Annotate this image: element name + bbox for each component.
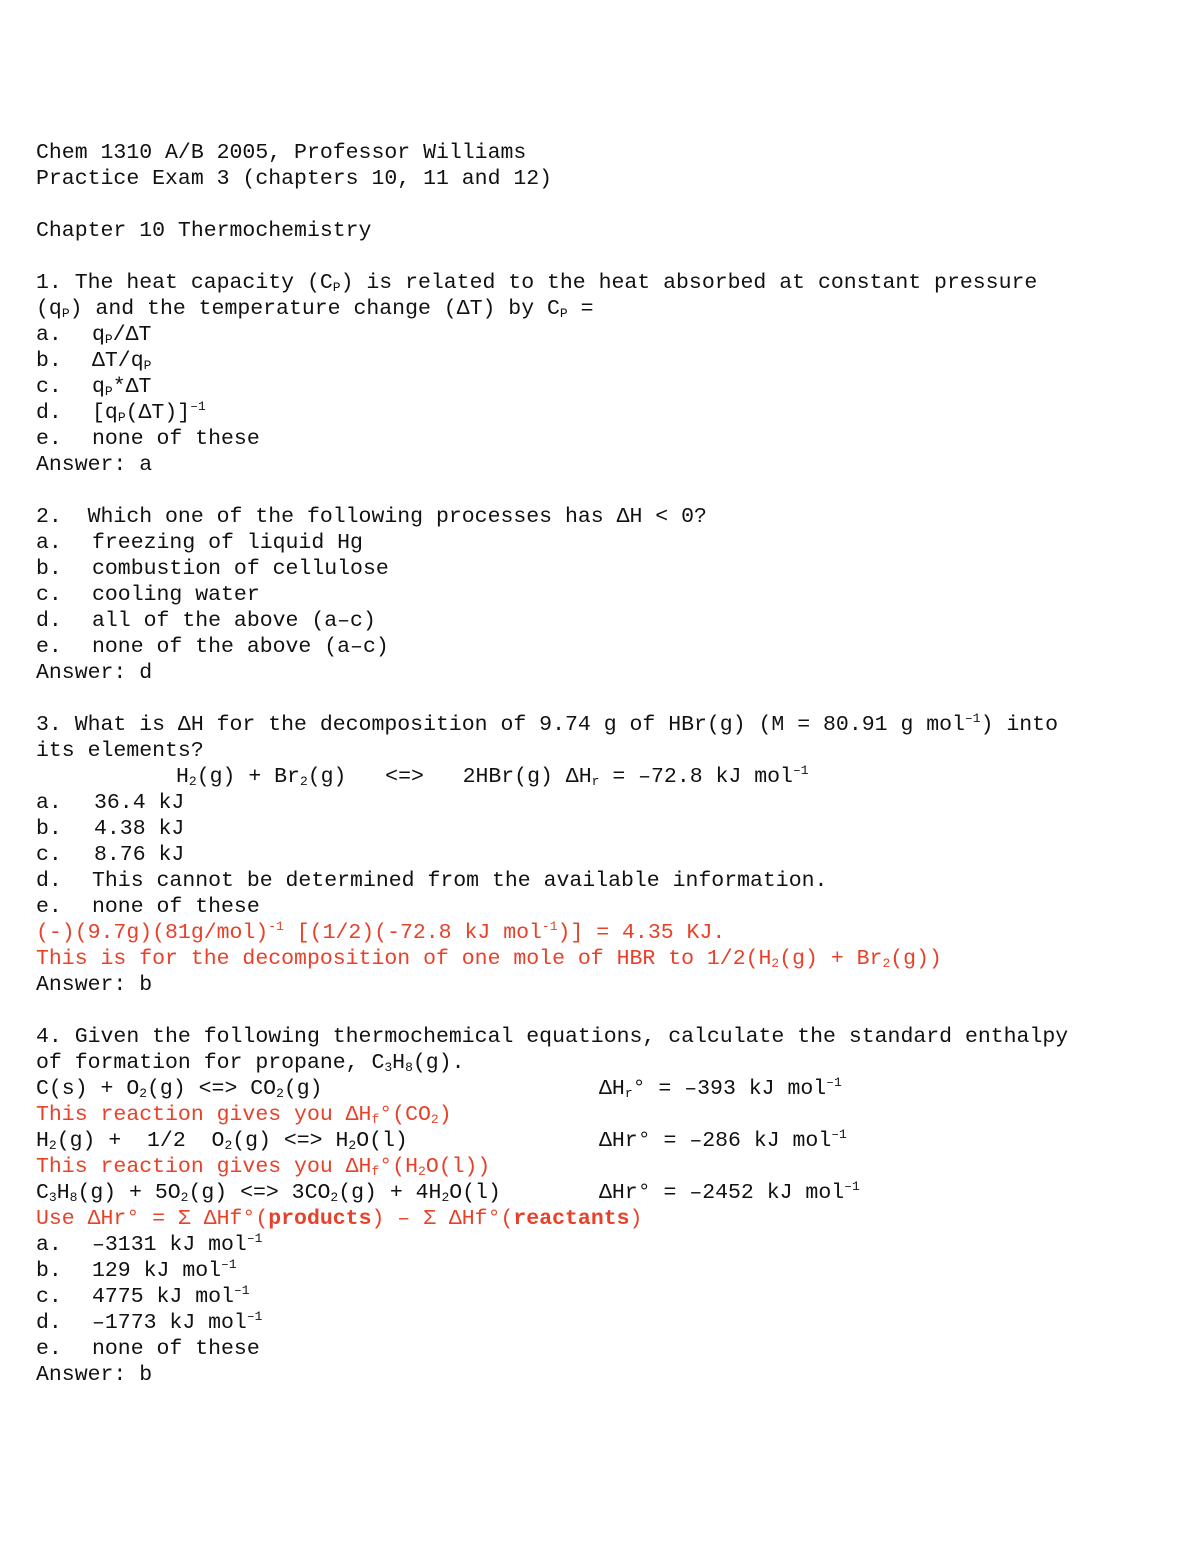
- question-3-option-d: d. This cannot be determined from the available information.: [36, 869, 828, 893]
- question-2: [36, 504, 1176, 686]
- question-3-stem-line-2: its elements?: [36, 739, 204, 763]
- question-3-option-a: a. 36.4 kJ: [36, 791, 185, 815]
- question-1-option-b: b. $\Delta T/q_P$: [36, 349, 152, 373]
- question-4-stem-line-2: of formation for propane, $C_3H_8(g)$.: [36, 1051, 465, 1075]
- question-1-option-e: e. none of these: [36, 427, 260, 451]
- question-4-option-e: e. none of these: [36, 1337, 260, 1361]
- question-1-option-a: a. $q_P/\Delta T$: [36, 323, 152, 347]
- question-4-stem-line-1: 4. Given the following thermochemical equations, calculate the standard enthalpy: [36, 1025, 1069, 1049]
- question-4-note-2: This reaction gives you $\Delta H_f^\circ(H_2O(l))$: [36, 1155, 491, 1179]
- question-4-note-1: This reaction gives you $\Delta H_f^\circ(CO_2)$: [36, 1103, 452, 1127]
- question-1-answer: Answer: a: [36, 453, 153, 477]
- question-4-option-b: b. 129 kJ mol$^{-1}$: [36, 1257, 237, 1283]
- question-4-answer: Answer: b: [36, 1363, 153, 1387]
- question-3-work-line-1: $(-)(9.7g)(81g/mol)^{-1}$ [(1/2)(-72.8 kJ mol$^{-1}$)] = 4.35 KJ.: [36, 919, 726, 945]
- question-2-stem: 2. Which one of the following processes has ΔH < 0?: [36, 505, 707, 529]
- question-4-option-d: d. –1773 kJ mol$^{-1}$: [36, 1309, 263, 1335]
- question-4: [36, 1024, 1176, 1388]
- question-4-equation-1: $C(s) + O_2(g)$ <=> $CO_2(g)$ $\Delta H_r^\circ = -393$ kJ mol$^{-1}$: [36, 1075, 842, 1101]
- question-3-option-c: c. 8.76 kJ: [36, 843, 185, 867]
- question-3-stem-line-1: 3. What is ΔH for the decomposition of 9.74 g of HBr(g) (M = 80.91 g mol$^{-1}$) into: [36, 711, 1058, 737]
- exam-title: Practice Exam 3 (chapters 10, 11 and 12): [36, 167, 553, 191]
- question-1-option-c: c. $q_P*\Delta T$: [36, 375, 152, 399]
- question-4-equation-2: $H_2(g) + 1/2$ $O_2(g)$ <=> $H_2O(l)$ ΔHr° = –286 kJ mol$^{-1}$: [36, 1127, 847, 1153]
- question-1-stem-line-1: 1. The heat capacity $(C_P)$ is related to the heat absorbed at constant pressure: [36, 271, 1038, 295]
- question-2-option-e: e. none of the above (a–c): [36, 635, 389, 659]
- question-3-work-line-2: This is for the decomposition of one mole of HBR to $1/2(H_2(g) + Br_2(g))$: [36, 947, 942, 971]
- question-2-option-d: d. all of the above (a–c): [36, 609, 376, 633]
- question-4-note-3: Use ΔHr° = Σ ΔHf°(products) – Σ ΔHf°(reactants): [36, 1207, 643, 1231]
- question-4-equation-3: $C_3H_8(g) + 5O_2(g)$ <=> $3CO_2(g) + 4H_2O(l)$ ΔHr° = –2452 kJ mol$^{-1}$: [36, 1179, 860, 1205]
- question-1-stem-line-2: $(q_P)$ and the temperature change (ΔT) by $C_P$ =: [36, 297, 594, 321]
- question-1: [36, 270, 1176, 478]
- question-3-answer: Answer: b: [36, 973, 153, 997]
- chapter-title: Chapter 10 Thermochemistry: [36, 219, 372, 243]
- question-4-option-a: a. –3131 kJ mol$^{-1}$: [36, 1231, 263, 1257]
- question-3: [36, 712, 1176, 998]
- exam-page: [36, 140, 1176, 1388]
- question-3-equation: $H_2(g) + Br_2(g)$ <=> 2HBr(g) $\Delta H_r = -72.8$ kJ mol$^{-1}$: [176, 763, 809, 789]
- question-2-answer: Answer: d: [36, 661, 153, 685]
- question-2-option-b: b. combustion of cellulose: [36, 557, 389, 581]
- question-4-option-c: c. 4775 kJ mol$^{-1}$: [36, 1283, 250, 1309]
- course-title: Chem 1310 A/B 2005, Professor Williams: [36, 141, 527, 165]
- question-3-option-b: b. 4.38 kJ: [36, 817, 185, 841]
- question-3-option-e: e. none of these: [36, 895, 260, 919]
- question-2-option-c: c. cooling water: [36, 583, 260, 607]
- question-2-option-a: a. freezing of liquid Hg: [36, 531, 363, 555]
- question-1-option-d: d. $[q_P(\Delta T)]^{-1}$: [36, 399, 206, 425]
